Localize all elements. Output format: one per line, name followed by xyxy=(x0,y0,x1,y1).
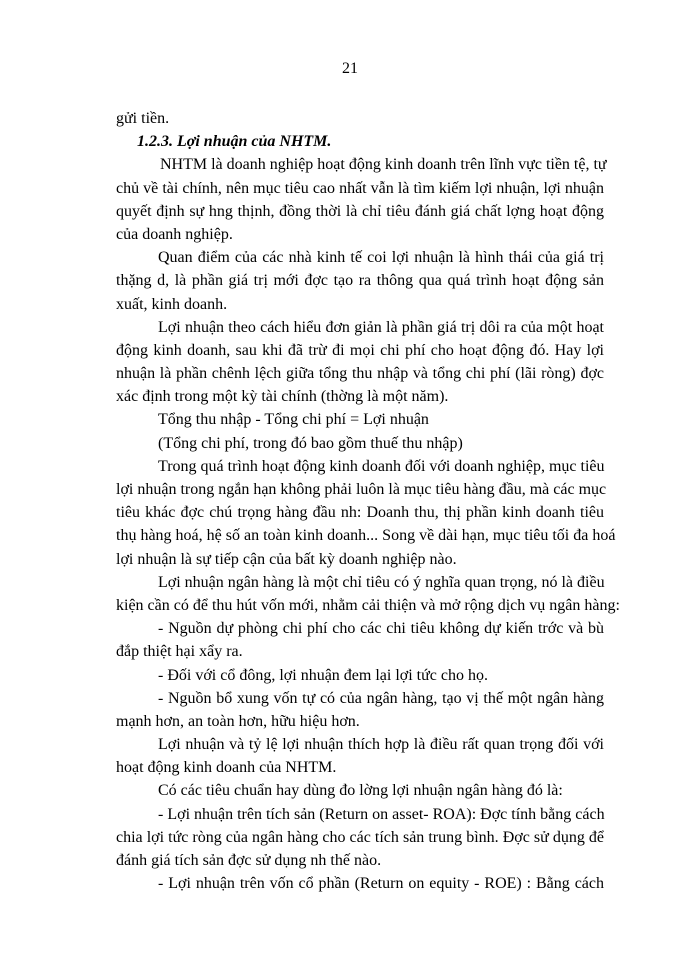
text-line: Quan điểm của các nhà kinh tế coi lợi nhuận là hình thái của giá trị xyxy=(158,249,604,267)
text-line: lợi nhuận là sự tiếp cận của bất kỳ doanh nghiệp nào. xyxy=(116,550,457,568)
list-item: - Đối với cổ đông, lợi nhuận đem lại lợi tức cho họ. xyxy=(158,666,488,684)
text-line: nhuận là phần chênh lệch giữa tổng thu nhập và tổng chi phí (lãi ròng) đợc xyxy=(116,365,604,383)
text-line: động kinh doanh, sau khi đã trừ đi mọi chi phí cho hoạt động đó. Hay lợi xyxy=(116,341,604,359)
text-line: thụ hàng hoá, hệ số an toàn kinh doanh... Song về dài hạn, mục tiêu tối đa hoá xyxy=(116,527,616,545)
text-line: Có các tiêu chuẩn hay dùng đo lờng lợi nhuận ngân hàng đó là: xyxy=(158,782,563,800)
page-number: 21 xyxy=(342,60,358,77)
text-line: chủ về tài chính, nên mục tiêu cao nhất vẫn là tìm kiếm lợi nhuận, lợi nhuận xyxy=(116,179,604,197)
document-body xyxy=(116,107,620,895)
list-item-continuation: chia lợi tức ròng của ngân hàng cho các tích sản trung bình. Đợc sử dụng để xyxy=(116,828,604,846)
text-line: kiện cần có để thu hút vốn mới, nhằm cải thiện và mở rộng dịch vụ ngân hàng: xyxy=(116,596,620,614)
text-line: tiêu khác đợc chú trọng hàng đầu nh: Doanh thu, thị phần kinh doanh tiêu xyxy=(116,504,604,522)
formula-note: (Tổng chi phí, trong đó bao gồm thuế thu nhập) xyxy=(158,434,463,452)
text-line: Lợi nhuận ngân hàng là một chỉ tiêu có ý nghĩa quan trọng, nó là điều xyxy=(158,573,605,591)
list-item: - Nguồn bổ xung vốn tự có của ngân hàng, tạo vị thế một ngân hàng xyxy=(158,689,604,707)
text-line: Trong quá trình hoạt động kinh doanh đối với doanh nghiệp, mục tiêu xyxy=(158,457,605,475)
list-item-continuation: đắp thiệt hại xẩy ra. xyxy=(116,643,243,661)
formula-line: Tổng thu nhập - Tổng chi phí = Lợi nhuận xyxy=(158,411,429,429)
section-heading: 1.2.3. Lợi nhuận của NHTM. xyxy=(137,133,332,151)
list-item-continuation: mạnh hơn, an toàn hơn, hữu hiệu hơn. xyxy=(116,712,360,730)
text-line: NHTM là doanh nghiệp hoạt động kinh doanh trên lĩnh vực tiền tệ, tự xyxy=(160,156,607,174)
text-line: hoạt động kinh doanh của NHTM. xyxy=(116,759,337,777)
text-line: lợi nhuận trong ngắn hạn không phải luôn là mục tiêu hàng đầu, mà các mục xyxy=(116,481,607,498)
text-line: Lợi nhuận và tỷ lệ lợi nhuận thích hợp là điều rất quan trọng đối với xyxy=(158,736,604,754)
text-line: của doanh nghiệp. xyxy=(116,225,233,243)
list-item: - Lợi nhuận trên tích sản (Return on asset- ROA): Đợc tính bằng cách xyxy=(158,805,605,823)
text-line: quyết định sự hng thịnh, đồng thời là chỉ tiêu đánh giá chất lợng hoạt động xyxy=(116,202,604,220)
text-line: xuất, kinh doanh. xyxy=(116,295,228,313)
list-item: - Nguồn dự phòng chi phí cho các chi tiêu không dự kiến trớc và bù xyxy=(158,620,604,638)
list-item-continuation: đánh giá tích sản đợc sử dụng nh thế nào. xyxy=(116,852,382,869)
text-line: Lợi nhuận theo cách hiểu đơn giản là phần giá trị dôi ra của một hoạt xyxy=(158,318,604,336)
paragraph-continuation: gửi tiền. xyxy=(116,110,170,127)
list-item: - Lợi nhuận trên vốn cổ phần (Return on equity - ROE) : Bằng cách xyxy=(158,875,604,893)
text-line: thặng d, là phần giá trị mới đợc tạo ra thông qua quá trình hoạt động sản xyxy=(116,272,604,290)
text-line: xác định trong một kỳ tài chính (thờng là một năm). xyxy=(116,388,449,406)
